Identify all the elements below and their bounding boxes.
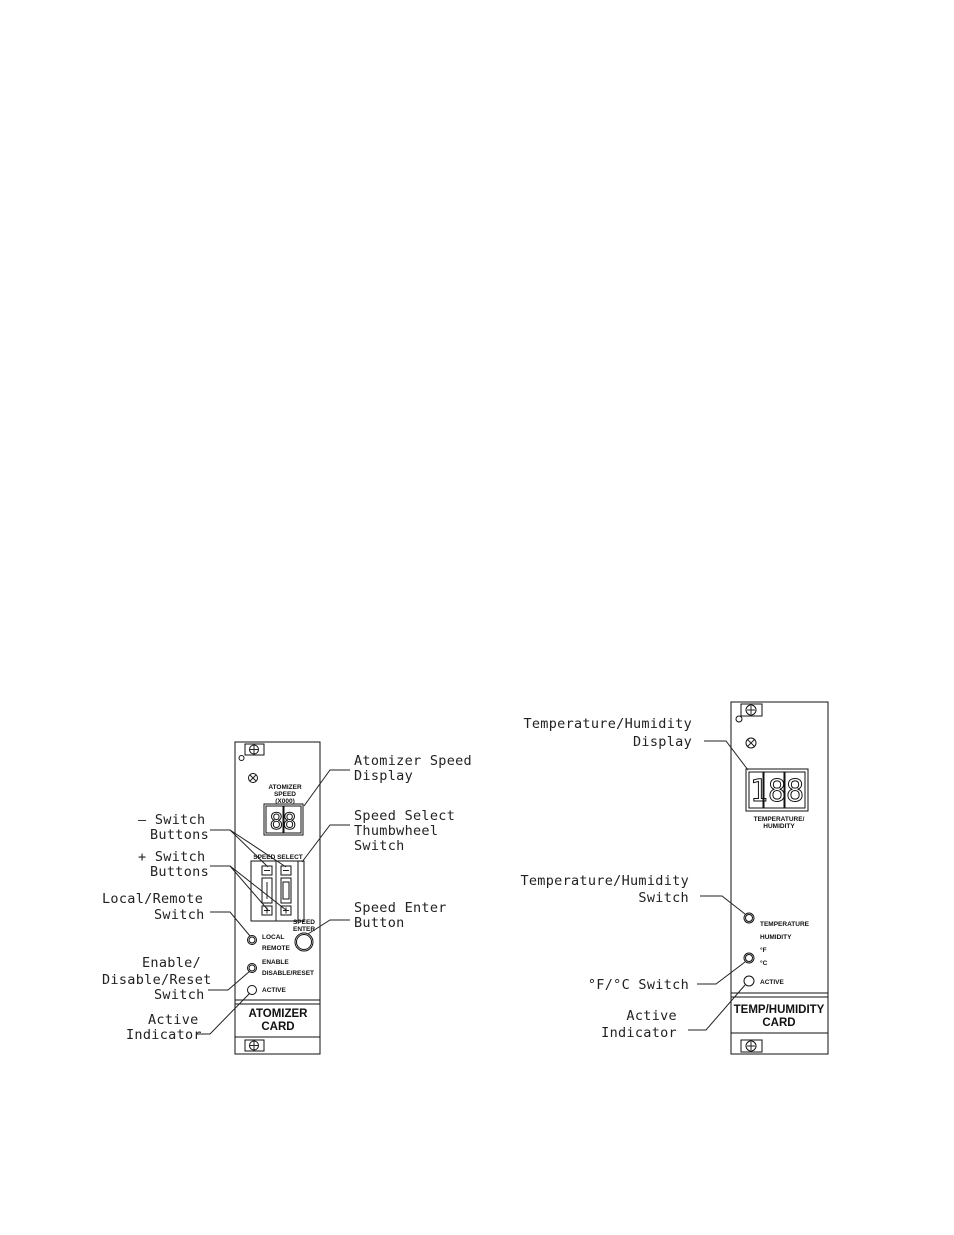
atomizer-display-label-3: (X000) <box>275 798 295 805</box>
speed-select-label: SPEED SELECT <box>253 854 303 861</box>
callout-temp-active-2: Indicator <box>601 1025 677 1041</box>
callout-local-remote-2: Switch <box>154 907 205 923</box>
atomizer-title-2: CARD <box>261 1021 295 1033</box>
local-label: LOCAL <box>262 934 285 941</box>
active-label: ACTIVE <box>262 987 286 994</box>
temperature-label: TEMPERATURE <box>760 921 809 928</box>
callout-plus-1: + Switch <box>138 849 206 865</box>
callout-minus-2: Buttons <box>150 827 209 843</box>
callout-enable-1: Enable/ <box>142 955 201 971</box>
atomizer-display-label-1: ATOMIZER <box>268 784 302 791</box>
temp-callouts <box>520 716 748 1041</box>
speed-enter-label-2: ENTER <box>292 926 316 933</box>
temp-active-label: ACTIVE <box>760 979 784 986</box>
callout-temp-active-1: Active <box>626 1008 677 1024</box>
callout-speed-select-1: Speed Select <box>354 808 456 824</box>
atomizer-display-label-2: SPEED <box>273 791 297 798</box>
atomizer-display-digits: 88 <box>269 810 297 835</box>
temp-display-label-1: TEMPERATURE/ <box>753 816 805 823</box>
humidity-label: HUMIDITY <box>760 934 792 941</box>
callout-plus-2: Buttons <box>150 864 209 880</box>
callout-temp-display-1: Temperature/Humidity <box>523 716 692 732</box>
callout-local-remote-1: Local/Remote <box>102 891 204 907</box>
temp-display-digits: 188 <box>749 774 805 809</box>
temp-humidity-display <box>746 769 808 811</box>
callout-speed-select-2: Thumbwheel <box>354 823 439 839</box>
enable-label: ENABLE <box>262 959 289 966</box>
temp-card-faceplate <box>731 702 828 1054</box>
atomizer-title-1: ATOMIZER <box>248 1008 308 1020</box>
disable-reset-label: DISABLE/RESET <box>262 970 315 977</box>
callout-enable-3: Switch <box>154 987 205 1003</box>
callout-speed-enter-2: Button <box>354 915 405 931</box>
callout-enable-2: Disable/Reset <box>102 972 212 988</box>
callout-minus-1: – Switch <box>138 812 206 828</box>
temp-display-label-2: HUMIDITY <box>763 823 795 830</box>
temp-humidity-card <box>731 702 828 1054</box>
callout-speed-display-1: Atomizer Speed <box>354 753 472 769</box>
callout-active-2: Indicator <box>126 1027 202 1043</box>
callout-speed-enter-1: Speed Enter <box>354 900 447 916</box>
remote-label: REMOTE <box>262 945 290 952</box>
callout-temp-display-2: Display <box>633 734 692 750</box>
callout-temp-switch-2: Switch <box>638 890 689 906</box>
c-label: °C <box>760 960 768 967</box>
atomizer-card <box>235 742 320 1054</box>
callout-speed-display-2: Display <box>354 768 413 784</box>
callout-speed-select-3: Switch <box>354 838 405 854</box>
callout-temp-switch-1: Temperature/Humidity <box>520 873 689 889</box>
speed-enter-label-1: SPEED <box>292 919 316 926</box>
temp-title-2: CARD <box>762 1017 796 1029</box>
callout-active-1: Active <box>148 1012 199 1028</box>
temp-title-1: TEMP/HUMIDITY <box>733 1004 825 1016</box>
f-label: °F <box>760 947 767 954</box>
callout-fc-switch: °F/°C Switch <box>587 977 689 993</box>
